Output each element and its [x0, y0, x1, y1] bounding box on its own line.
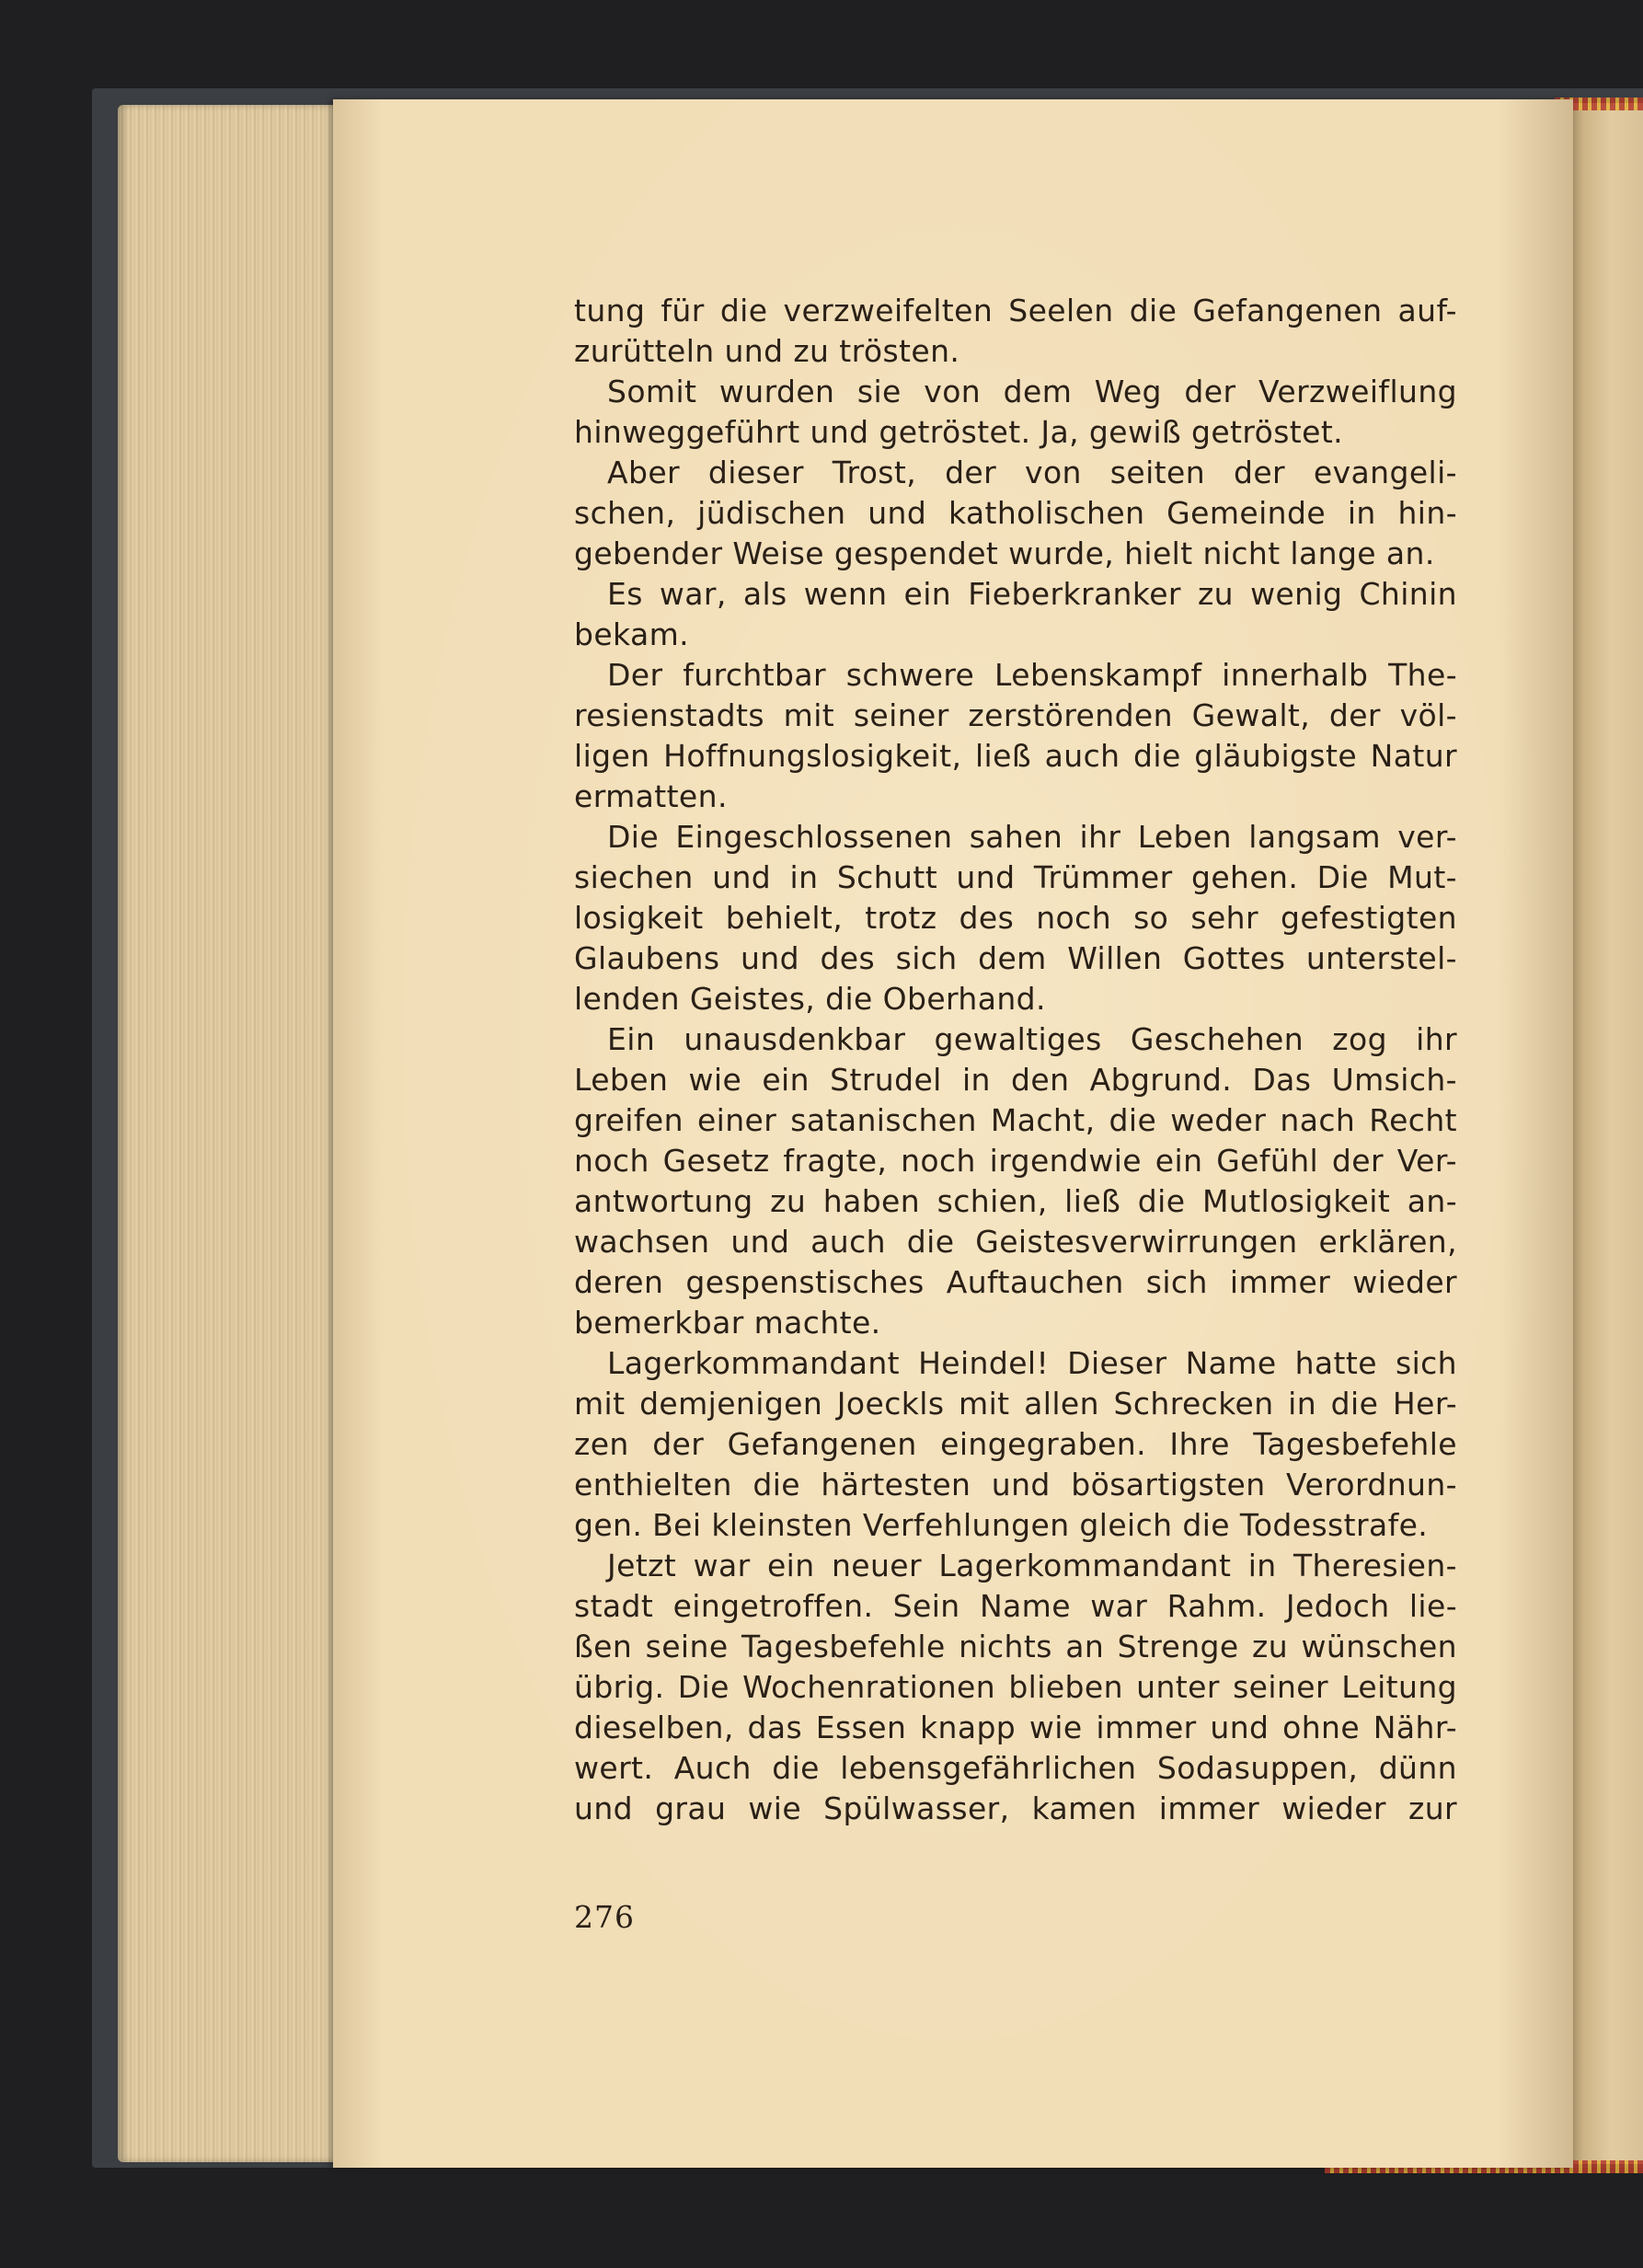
text-line: Ein unausdenkbar gewaltiges Geschehen zog ihr	[607, 1021, 1457, 1057]
text-line: schen, jüdischen und katholischen Gemeinde in hin-	[574, 495, 1457, 531]
paragraph	[574, 1546, 1457, 1829]
text-line: zen der Gefangenen eingegraben. Ihre Tagesbefehle	[574, 1426, 1457, 1462]
text-line: dieselben, das Essen knapp wie immer und ohne Nähr-	[574, 1710, 1457, 1745]
text-line: resienstadts mit seiner zerstörenden Gewalt, der völ-	[574, 697, 1457, 733]
text-line: losigkeit behielt, trotz des noch so sehr gefestigten	[574, 900, 1457, 936]
text-line: Lagerkommandant Heindel! Dieser Name hatte sich	[607, 1345, 1457, 1381]
paragraph	[574, 817, 1457, 1019]
text-line: übrig. Die Wochenrationen blieben unter seiner Leitung	[574, 1669, 1457, 1705]
text-line: mit demjenigen Joeckls mit allen Schrecken in die Her-	[574, 1386, 1457, 1422]
paragraph	[574, 1019, 1457, 1343]
text-line: lenden Geistes, die Oberhand.	[574, 981, 1046, 1017]
text-line: enthielten die härtesten und bösartigsten Verordnun-	[574, 1467, 1457, 1502]
text-line: bekam.	[574, 616, 690, 652]
text-line: stadt eingetroffen. Sein Name war Rahm. Jedoch lie-	[574, 1588, 1457, 1624]
text-line: gebender Weise gespendet wurde, hielt nicht lange an.	[574, 535, 1435, 571]
text-line: Glaubens und des sich dem Willen Gottes unterstel-	[574, 940, 1457, 976]
text-line: wachsen und auch die Geistesverwirrungen erklären,	[574, 1224, 1457, 1260]
text-line: wert. Auch die lebensgefährlichen Sodasuppen, dünn	[574, 1750, 1457, 1786]
facing-page-edge	[1564, 103, 1643, 2164]
paragraph	[574, 372, 1457, 453]
page-number: 276	[574, 1899, 635, 1935]
text-line: antwortung zu haben schien, ließ die Mutlosigkeit an-	[574, 1183, 1457, 1219]
text-line: ermatten.	[574, 778, 728, 814]
text-line: Leben wie ein Strudel in den Abgrund. Das Umsich-	[574, 1062, 1457, 1098]
page-edges	[118, 105, 348, 2162]
text-line: bemerkbar machte.	[574, 1305, 881, 1341]
text-line: ßen seine Tagesbefehle nichts an Strenge zu wünschen	[574, 1629, 1457, 1664]
paragraph	[574, 453, 1457, 574]
text-line: ligen Hoffnungslosigkeit, ließ auch die gläubigste Natur	[574, 738, 1457, 774]
text-line: tung für die verzweifelten Seelen die Gefangenen auf-	[574, 293, 1457, 328]
paragraph	[574, 574, 1457, 655]
text-line: Die Eingeschlossenen sahen ihr Leben langsam ver-	[607, 819, 1457, 855]
text-line: Somit wurden sie von dem Weg der Verzweiflung	[607, 374, 1457, 409]
text-line: hinweggeführt und getröstet. Ja, gewiß getröstet.	[574, 414, 1344, 450]
paragraph	[574, 291, 1457, 372]
text-line: Jetzt war ein neuer Lagerkommandant in Theresien-	[607, 1548, 1457, 1583]
text-line: deren gespenstisches Auftauchen sich immer wieder	[574, 1264, 1457, 1300]
text-line: gen. Bei kleinsten Verfehlungen gleich die Todesstrafe.	[574, 1507, 1429, 1543]
paragraph	[574, 655, 1457, 817]
text-line: zurütteln und zu trösten.	[574, 333, 960, 369]
paragraph	[574, 1343, 1457, 1546]
text-line: Aber dieser Trost, der von seiten der evangeli-	[607, 455, 1457, 490]
text-line: Der furchtbar schwere Lebenskampf innerhalb The-	[607, 657, 1457, 693]
text-line: und grau wie Spülwasser, kamen immer wieder zur	[574, 1790, 1457, 1826]
body-text	[574, 291, 1457, 1829]
text-line: Es war, als wenn ein Fieberkranker zu wenig Chinin	[607, 576, 1457, 612]
text-line: siechen und in Schutt und Trümmer gehen. Die Mut-	[574, 859, 1457, 895]
text-line: noch Gesetz fragte, noch irgendwie ein Gefühl der Ver-	[574, 1143, 1457, 1179]
text-line: greifen einer satanischen Macht, die weder nach Recht	[574, 1102, 1457, 1138]
